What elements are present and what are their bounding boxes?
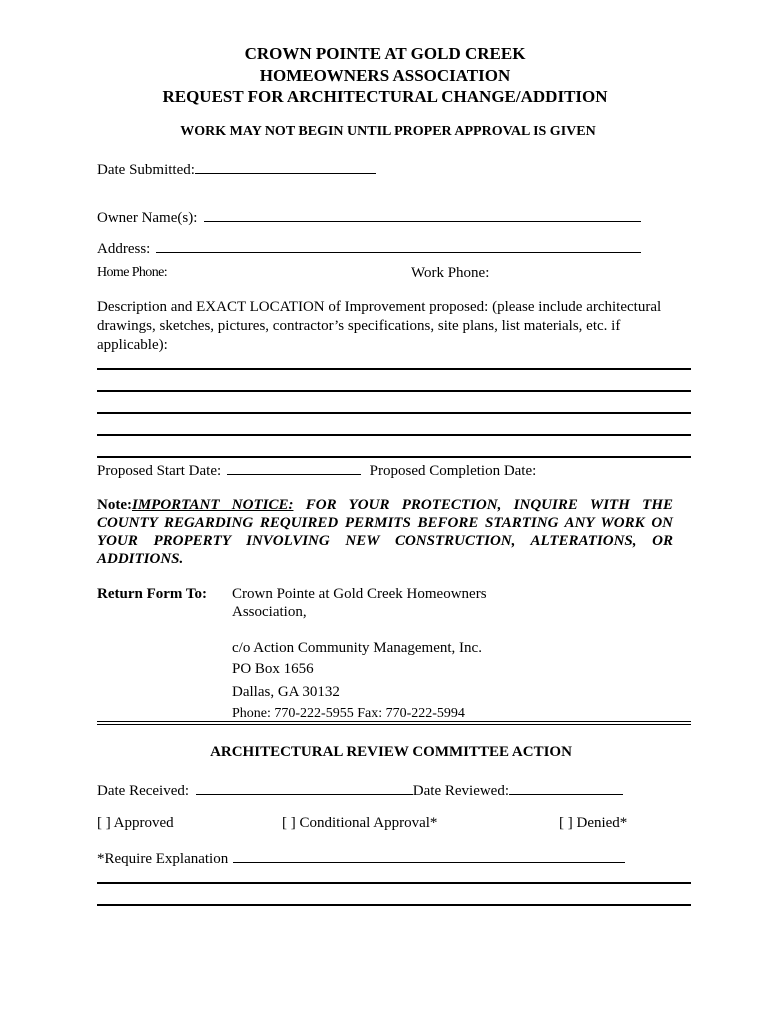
important-notice xyxy=(97,496,673,568)
title-line-1: CROWN POINTE AT GOLD CREEK xyxy=(244,44,526,63)
title-line-3: REQUEST FOR ARCHITECTURAL CHANGE/ADDITION xyxy=(162,87,608,106)
committee-title: ARCHITECTURAL REVIEW COMMITTEE ACTION xyxy=(210,744,572,760)
section-divider-bottom xyxy=(97,724,691,725)
section-divider-top xyxy=(97,721,691,722)
description-line-4[interactable] xyxy=(97,434,691,436)
address-row xyxy=(97,238,641,258)
home-phone-label: Home Phone: xyxy=(97,265,168,280)
date-submitted-field[interactable] xyxy=(195,159,376,174)
return-line-4: PO Box 1656 xyxy=(232,661,314,677)
return-line-1: Crown Pointe at Gold Creek Homeowners xyxy=(232,586,487,602)
proposed-completion-label: Proposed Completion Date: xyxy=(369,463,537,479)
review-dates-row xyxy=(97,780,623,800)
return-line-2: Association, xyxy=(232,604,307,620)
work-phone-label: Work Phone: xyxy=(411,265,490,281)
explanation-field[interactable] xyxy=(233,848,625,863)
return-line-6: Phone: 770-222-5955 Fax: 770-222-5994 xyxy=(232,706,465,721)
owner-names-row xyxy=(97,207,641,227)
proposed-start-label: Proposed Start Date: xyxy=(97,463,222,479)
important-notice-text: FOR YOUR PROTECTION, INQUIRE WITH THE COUNTY REGARDING REQUIRED PERMITS BEFORE STARTING ANY WORK ON YOUR PROPERTY INVOLVING NEW CONSTRUCTION, ALTERATIONS, OR ADDITIONS. xyxy=(97,497,673,567)
date-reviewed-field[interactable] xyxy=(509,780,623,795)
description-line-5[interactable] xyxy=(97,456,691,458)
conditional-approval-checkbox[interactable]: [ ] Conditional Approval* xyxy=(282,815,438,831)
date-submitted-label: Date Submitted: xyxy=(97,162,195,178)
description-line-3[interactable] xyxy=(97,412,691,414)
date-received-label: Date Received: xyxy=(97,783,190,799)
owner-names-field[interactable] xyxy=(204,207,641,222)
return-line-3: c/o Action Community Management, Inc. xyxy=(232,640,482,656)
proposed-dates-row xyxy=(97,460,536,480)
address-label: Address: xyxy=(97,241,151,257)
require-explanation-label: *Require Explanation xyxy=(97,851,229,867)
note-prefix: Note: xyxy=(97,497,132,513)
approved-checkbox[interactable]: [ ] Approved xyxy=(97,815,174,831)
address-field[interactable] xyxy=(156,238,641,253)
explanation-row xyxy=(97,848,625,868)
proposed-start-field[interactable] xyxy=(227,460,361,475)
date-submitted-row xyxy=(97,159,376,179)
return-line-5: Dallas, GA 30132 xyxy=(232,684,340,700)
owner-names-label: Owner Name(s): xyxy=(97,210,198,226)
return-label: Return Form To: xyxy=(97,586,207,602)
date-reviewed-label: Date Reviewed: xyxy=(412,783,510,799)
approval-warning: WORK MAY NOT BEGIN UNTIL PROPER APPROVAL IS GIVEN xyxy=(180,124,596,139)
description-line-2[interactable] xyxy=(97,390,691,392)
title-line-2: HOMEOWNERS ASSOCIATION xyxy=(259,66,511,85)
date-received-field[interactable] xyxy=(196,780,413,795)
description-line-1[interactable] xyxy=(97,368,691,370)
important-notice-heading: IMPORTANT NOTICE: xyxy=(131,497,294,513)
denied-checkbox[interactable]: [ ] Denied* xyxy=(559,815,628,831)
explanation-line-2[interactable] xyxy=(97,904,691,906)
description-label: Description and EXACT LOCATION of Improvement proposed: (please include architectural drawings, sketches, pictures, contractor’s specifications, site plans, list materials, etc. if applicable): xyxy=(97,299,662,353)
explanation-line-1[interactable] xyxy=(97,882,691,884)
